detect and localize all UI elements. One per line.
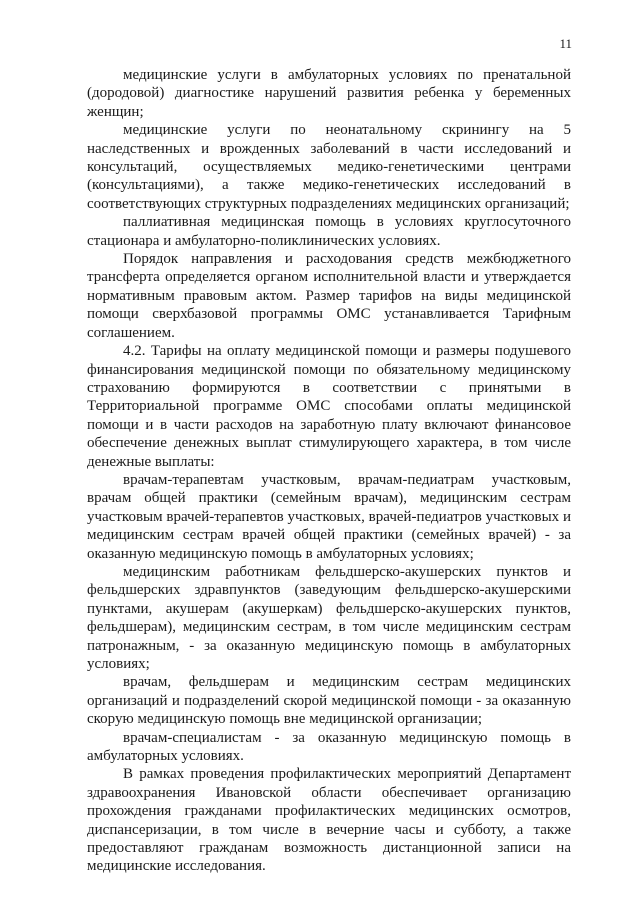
paragraph-preventive-measures: В рамках проведения профилактических мероприятий Департамент здравоохранения Ивановской области обеспечивает организацию прохождения гражданами профилактических медицинских осмотров, диспансеризации, в том числе в вечерние часы и субботу, а также предоставляют гражданам возможность дистанционной записи на медицинские исследования. <box>87 766 571 875</box>
page-number: 11 <box>559 36 572 51</box>
paragraph-feldsher-stations: медицинским работникам фельдшерско-акушерских пунктов и фельдшерских здравпунктов (заведующим фельдшерско-акушерскими пунктами, акушерам (акушеркам) фельдшерско-акушерских пунктов, фельдшерам), медицинским сестрам, в том числе медицинским сестрам патронажным, - за оказанную медицинскую помощь в амбулаторных условиях; <box>87 563 571 672</box>
paragraph-section-4-2: 4.2. Тарифы на оплату медицинской помощи и размеры подушевого финансирования медицинской помощи по обязательному медицинскому страхованию формируются в соответствии с принятыми в Территориальной программе ОМС способами оплаты медицинской помощи и в части расходов на заработную плату включают финансовое обеспечение денежных выплат стимулирующего характера, в том числе денежные выплаты: <box>87 343 571 470</box>
paragraph-interbudget-transfer: Порядок направления и расходования средств межбюджетного трансферта определяется органом исполнительной власти и утверждается нормативным правовым актом. Размер тарифов на виды медицинской помощи сверхбазовой программы ОМС устанавливается Тарифным соглашением. <box>87 251 571 341</box>
paragraph-neonatal-screening: медицинские услуги по неонатальному скринингу на 5 наследственных и врожденных заболеваний в части исследований и консультаций, осуществляемых медико-генетическими центрами (консультациями), а также медико-генетических исследований в соответствующих структурных подразделениях медицинских организаций; <box>87 122 571 212</box>
paragraph-palliative-care: паллиативная медицинская помощь в условиях круглосуточного стационара и амбулаторно-поликлинических условиях. <box>87 214 571 249</box>
paragraph-specialists: врачам-специалистам - за оказанную медицинскую помощь в амбулаторных условиях. <box>87 729 571 765</box>
paragraph-prenatal-diagnostics: медицинские услуги в амбулаторных условиях по пренатальной (дородовой) диагностике нарушений развития ребенка у беременных женщин; <box>87 67 571 120</box>
paragraph-district-doctors: врачам-терапевтам участковым, врачам-педиатрам участковым, врачам общей практики (семейным врачам), медицинским сестрам участковым врачей-терапевтов участковых, врачей-педиатров участковых и медицинским сестрам врачей общей практики (семейных врачей) - за оказанную медицинскую помощь в амбулаторных условиях; <box>87 471 571 562</box>
paragraph-ambulance-staff: врачам, фельдшерам и медицинским сестрам медицинских организаций и подразделений скорой медицинской помощи - за оказанную скорую медицинскую помощь вне медицинской организации; <box>87 674 571 728</box>
document-body <box>87 66 571 876</box>
